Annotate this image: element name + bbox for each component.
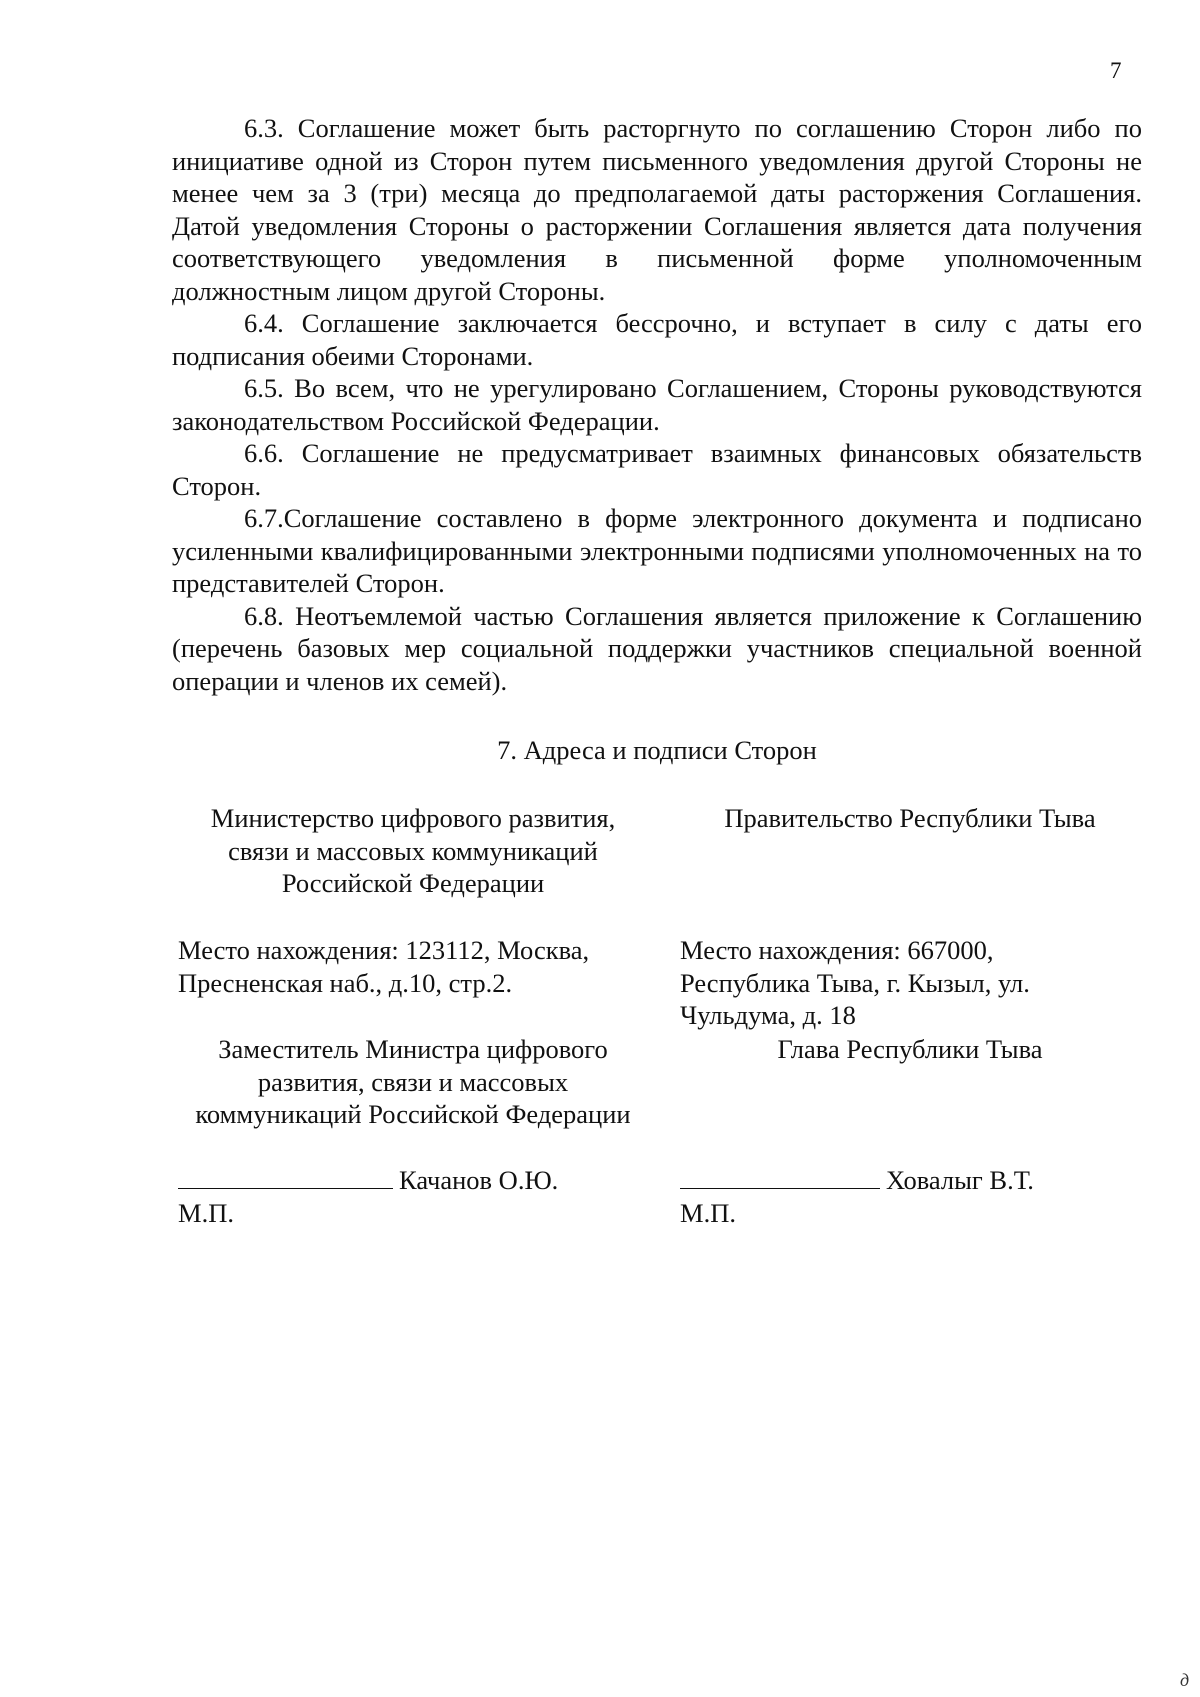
left-signatory: Качанов О.Ю. [399,1165,559,1195]
left-party-name: Министерство цифрового развития, связи и массовых коммуникаций Российской Федерации [210,803,616,898]
right-party-name: Правительство Республики Тыва [724,803,1096,833]
paragraph-6-4: 6.4. Соглашение заключается бессрочно, и вступает в силу с даты его подписания обеими Сторонами. [172,308,1142,371]
right-party-seal: М.П. [680,1198,736,1228]
corner-mark: д [1180,1670,1190,1690]
paragraph-6-6: 6.6. Соглашение не предусматривает взаимных финансовых обязательств Сторон. [172,438,1142,501]
page-number: 7 [1110,58,1122,83]
left-party-position: Заместитель Министра цифрового развития, связи и массовых коммуникаций Российской Федерации [195,1034,631,1129]
left-party-address: Место нахождения: 123112, Москва, Пресненская наб., д.10, стр.2. [178,935,590,998]
left-party-signature [178,1164,648,1197]
section-title: 7. Адреса и подписи Сторон [497,735,817,765]
paragraph-6-8: 6.8. Неотъемлемой частью Соглашения является приложение к Соглашению (перечень базовых мер социальной поддержки участников специальной военной операции и членов их семей). [172,600,1142,696]
left-party-seal: М.П. [178,1198,234,1228]
right-party-address: Место нахождения: 667000, Республика Тыва, г. Кызыл, ул. Чульдума, д. 18 [680,935,1030,1030]
right-signature-line [680,1164,880,1189]
right-party-signature [680,1164,1140,1197]
agreement-body [172,112,1142,697]
paragraph-6-5: 6.5. Во всем, что не урегулировано Соглашением, Стороны руководствуются законодательством Российской Федерации. [172,373,1142,436]
paragraph-6-3: 6.3. Соглашение может быть расторгнуто по соглашению Сторон либо по инициативе одной из Сторон путем письменного уведомления другой Стороны не менее чем за 3 (три) месяца до предполагаемой даты расторжения Соглашения. Датой уведомления Стороны о расторжении Соглашения является дата получения соответствующего уведомления в письменной форме уполномоченным должностным лицом другой Стороны. [172,113,1142,306]
paragraph-6-7: 6.7.Соглашение составлено в форме электронного документа и подписано усиленными квалифицированными электронными подписями уполномоченных на то представителей Сторон. [172,503,1142,598]
right-signatory: Ховалыг В.Т. [886,1165,1034,1195]
left-signature-line [178,1164,393,1189]
right-party-position: Глава Республики Тыва [777,1034,1043,1064]
